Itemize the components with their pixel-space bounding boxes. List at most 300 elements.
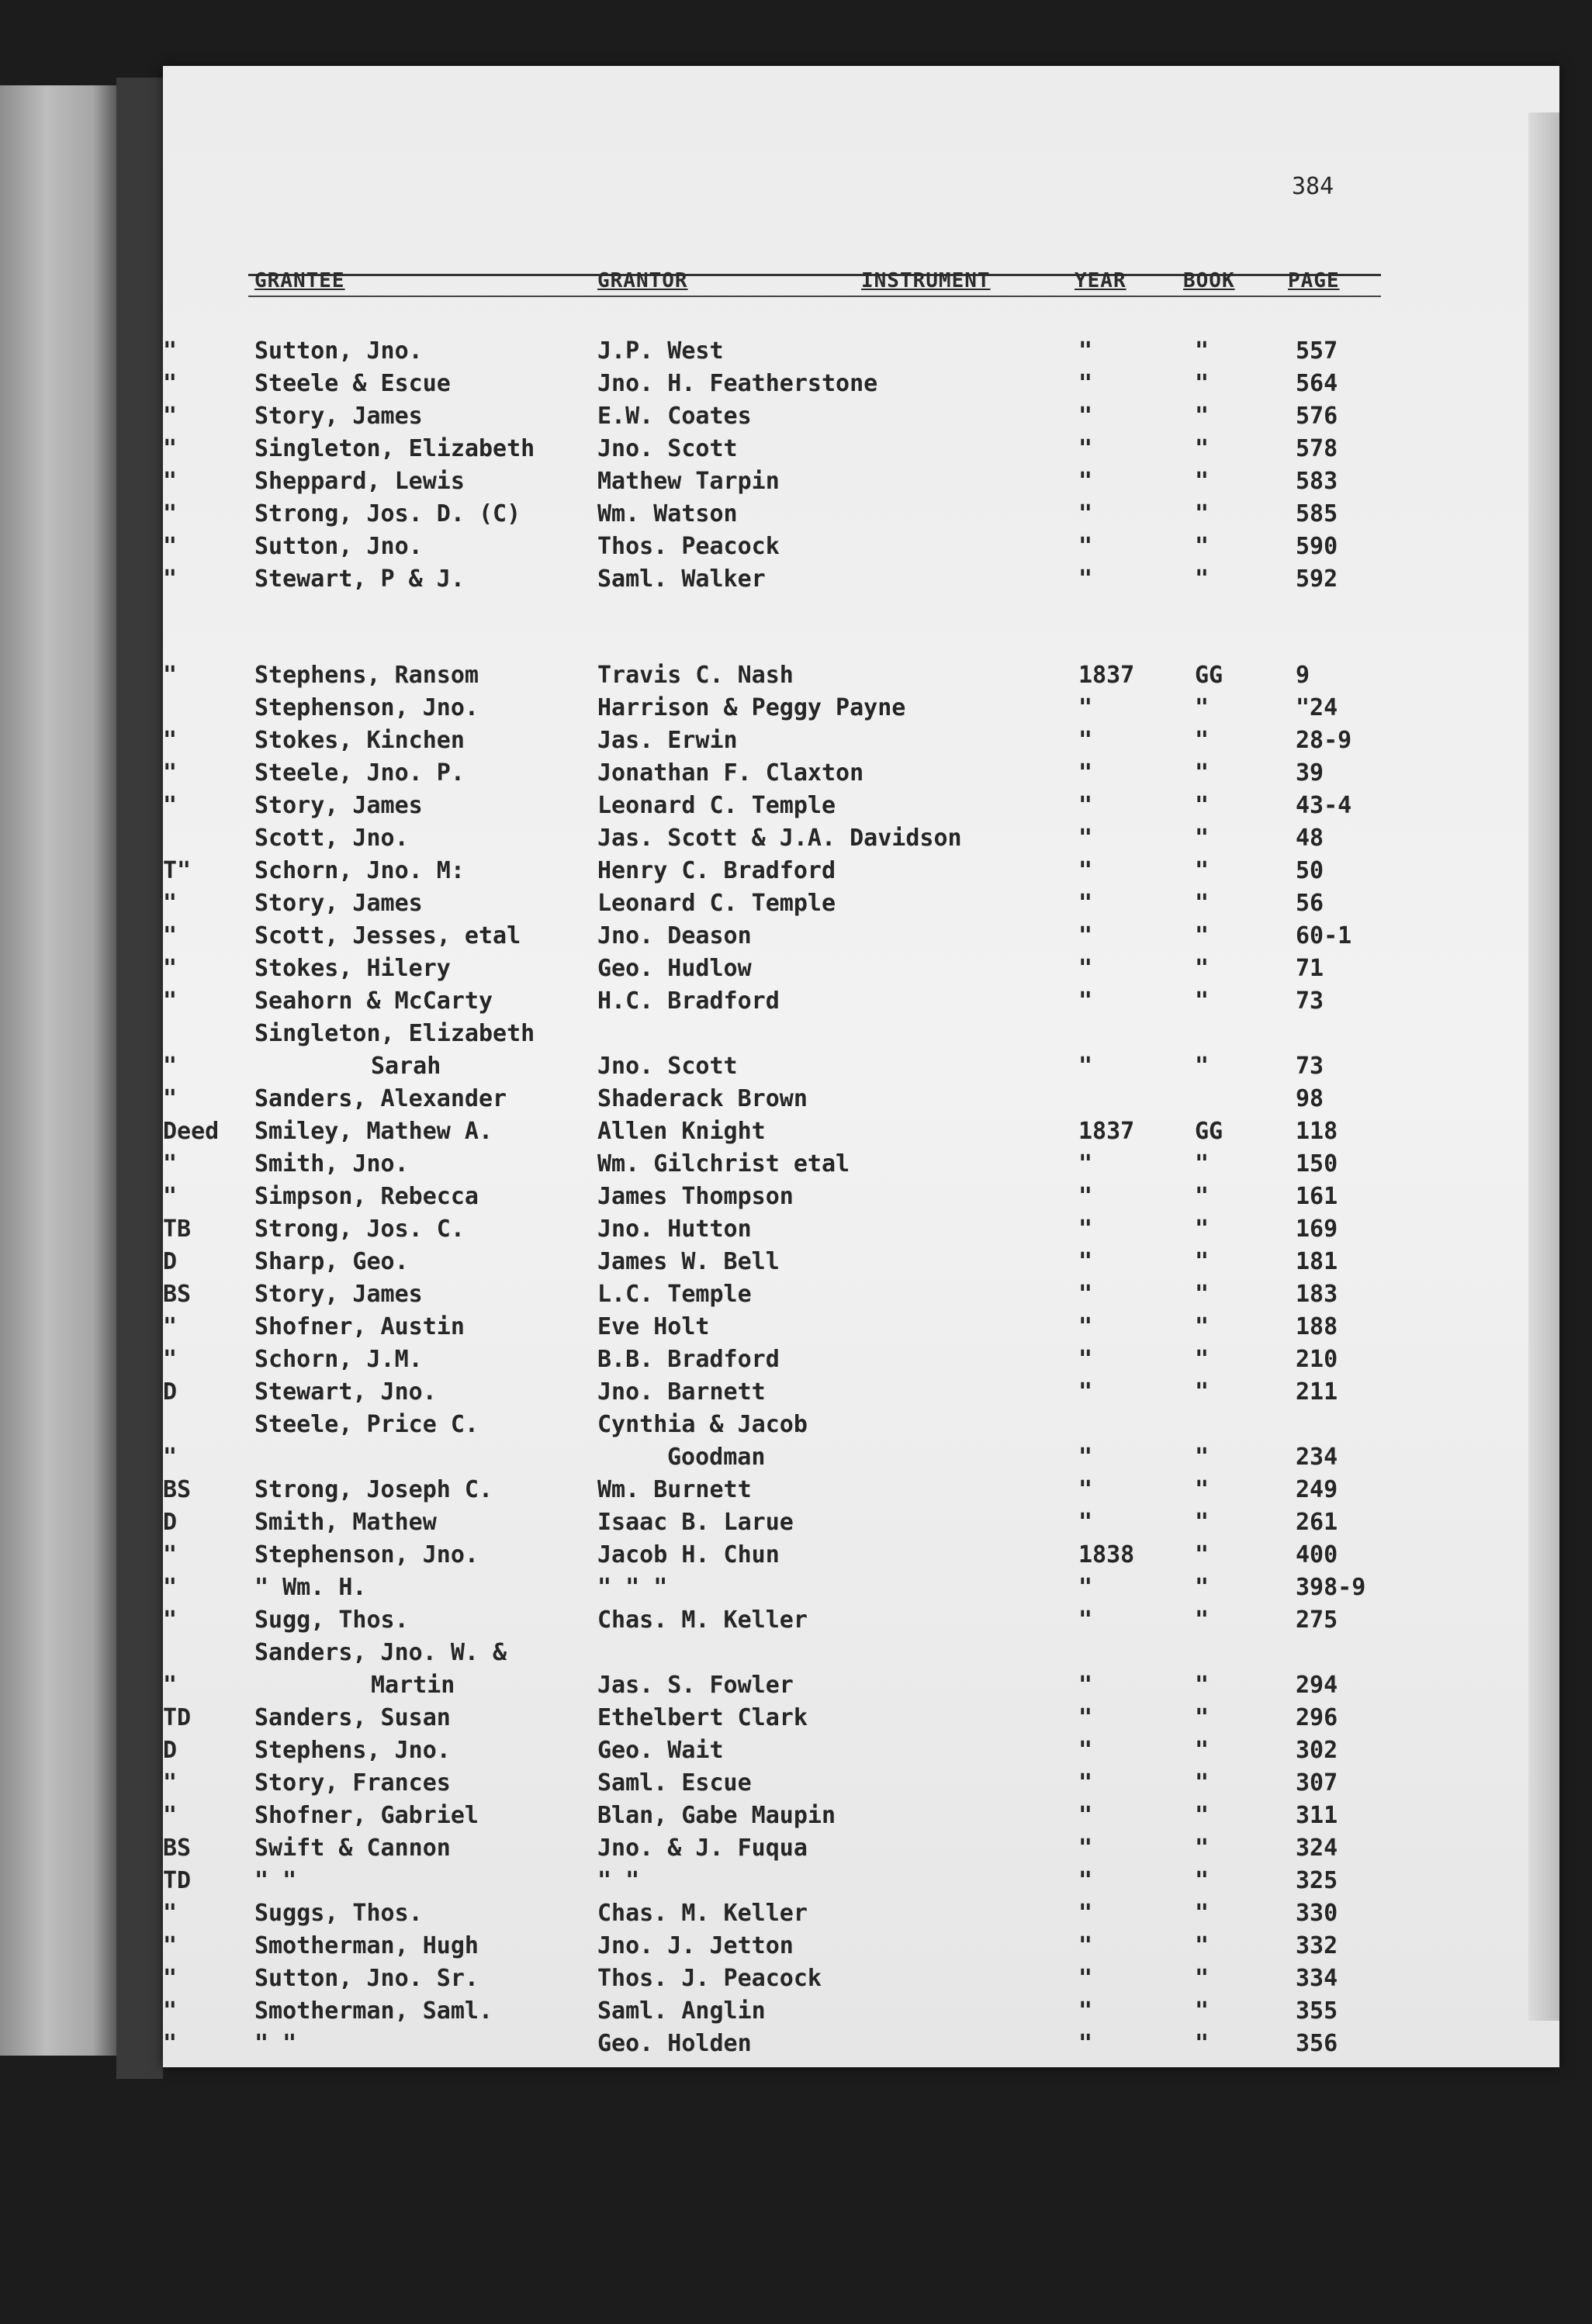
table-row (163, 1346, 1559, 1377)
cell-instrument: " (163, 1444, 178, 1471)
cell-instrument: " (163, 955, 178, 982)
table-row (163, 1639, 1559, 1670)
cell-book: " (1195, 1704, 1210, 1731)
cell-book: " (1195, 890, 1210, 917)
cell-grantor: Goodman (667, 1444, 766, 1471)
cell-page: 249 (1296, 1476, 1338, 1503)
cell-page: 39 (1296, 759, 1324, 787)
cell-grantee: Steele, Jno. P. (254, 759, 465, 787)
cell-grantor: Ethelbert Clark (597, 1704, 808, 1731)
cell-year: " (1078, 1313, 1093, 1340)
cell-instrument: " (163, 1085, 178, 1112)
cell-year: " (1078, 1574, 1093, 1601)
cell-year: " (1078, 1150, 1093, 1178)
cell-instrument: " (163, 1150, 178, 1178)
cell-year: " (1078, 337, 1093, 365)
cell-grantee: Stewart, Jno. (254, 1378, 437, 1406)
cell-year: " (1078, 1281, 1093, 1308)
cell-book: " (1195, 1574, 1210, 1601)
cell-page: 211 (1296, 1378, 1338, 1406)
cell-page: 60-1 (1296, 922, 1352, 949)
cell-instrument: " (163, 792, 178, 819)
table-row (163, 922, 1559, 953)
cell-instrument: " (163, 1769, 178, 1797)
table-row (163, 1476, 1559, 1507)
cell-year: " (1078, 727, 1093, 754)
cell-instrument: BS (163, 1281, 192, 1308)
cell-grantor: Harrison & Peggy Payne (597, 694, 906, 721)
table-row (163, 1704, 1559, 1735)
cell-book: " (1195, 1509, 1210, 1536)
cell-grantee: " " (254, 2030, 297, 2057)
cell-page: 334 (1296, 1965, 1338, 1992)
cell-grantor: Wm. Watson (597, 500, 738, 527)
cell-page: 56 (1296, 890, 1324, 917)
cell-instrument: " (163, 468, 178, 495)
cell-grantor: Thos. Peacock (597, 533, 780, 560)
cell-grantor: Eve Holt (597, 1313, 710, 1340)
cell-year: " (1078, 370, 1093, 397)
cell-grantee: Schorn, Jno. M: (254, 857, 465, 884)
cell-year: " (1078, 1997, 1093, 2025)
cell-grantor: Leonard C. Temple (597, 792, 836, 819)
cell-page: 355 (1296, 1997, 1338, 2025)
cell-grantee: Smotherman, Saml. (254, 1997, 493, 2025)
cell-page: 578 (1296, 435, 1338, 462)
cell-page: 302 (1296, 1737, 1338, 1764)
cell-book: " (1195, 1313, 1210, 1340)
cell-grantor: Chas. M. Keller (597, 1900, 808, 1927)
cell-year: " (1078, 694, 1093, 721)
cell-year: " (1078, 1053, 1093, 1080)
table-row (163, 955, 1559, 986)
cell-page: 585 (1296, 500, 1338, 527)
cell-book: " (1195, 1737, 1210, 1764)
cell-grantee: Sugg, Thos. (254, 1606, 409, 1634)
cell-page: 188 (1296, 1313, 1338, 1340)
cell-year: " (1078, 1769, 1093, 1797)
cell-instrument: " (163, 2030, 178, 2057)
cell-instrument: " (163, 370, 178, 397)
cell-year: " (1078, 1346, 1093, 1373)
table-row (163, 662, 1559, 693)
cell-instrument: D (163, 1378, 178, 1406)
cell-year: " (1078, 792, 1093, 819)
cell-instrument: " (163, 1932, 178, 1959)
cell-book: " (1195, 759, 1210, 787)
cell-page: 296 (1296, 1704, 1338, 1731)
cell-instrument: TB (163, 1216, 192, 1243)
table-row (163, 565, 1559, 597)
cell-grantor: Wm. Burnett (597, 1476, 752, 1503)
cell-grantee: Shofner, Austin (254, 1313, 465, 1340)
cell-page: 50 (1296, 857, 1324, 884)
cell-grantee: Stephens, Ransom (254, 662, 479, 689)
cell-year: " (1078, 1704, 1093, 1731)
cell-year: " (1078, 533, 1093, 560)
cell-book: " (1195, 1672, 1210, 1699)
cell-grantor: Cynthia & Jacob (597, 1411, 808, 1438)
cell-year: " (1078, 435, 1093, 462)
cell-grantor: Jas. Erwin (597, 727, 738, 754)
table-row (163, 987, 1559, 1018)
cell-grantor: Saml. Walker (597, 565, 766, 593)
cell-grantee: Sutton, Jno. (254, 533, 423, 560)
table-row (163, 2030, 1559, 2061)
cell-grantee: Suggs, Thos. (254, 1900, 423, 1927)
cell-book: " (1195, 1932, 1210, 1959)
cell-grantor: Jno. Deason (597, 922, 752, 949)
table-row (163, 792, 1559, 823)
cell-grantee: Scott, Jno. (254, 825, 409, 852)
table-row (163, 1118, 1559, 1149)
cell-book: " (1195, 1606, 1210, 1634)
cell-grantee: Seahorn & McCarty (254, 987, 493, 1015)
table-row (163, 1020, 1559, 1051)
cell-page: "24 (1296, 694, 1338, 721)
cell-year: " (1078, 1802, 1093, 1829)
cell-page: 261 (1296, 1509, 1338, 1536)
cell-year: " (1078, 759, 1093, 787)
cell-grantee: " Wm. H. (254, 1574, 367, 1601)
cell-book: " (1195, 565, 1210, 593)
cell-year: " (1078, 468, 1093, 495)
table-row (163, 825, 1559, 856)
cell-book: " (1195, 857, 1210, 884)
cell-book: " (1195, 1900, 1210, 1927)
cell-grantee: Stephens, Jno. (254, 1737, 451, 1764)
table-row (163, 1737, 1559, 1768)
cell-year: " (1078, 857, 1093, 884)
cell-instrument: " (163, 403, 178, 430)
cell-book: " (1195, 1476, 1210, 1503)
table-row (163, 1965, 1559, 1996)
header-book: BOOK (1183, 269, 1235, 292)
cell-year: " (1078, 403, 1093, 430)
cell-grantee: Smith, Jno. (254, 1150, 409, 1178)
cell-page: 576 (1296, 403, 1338, 430)
cell-year: " (1078, 955, 1093, 982)
cell-page: 71 (1296, 955, 1324, 982)
cell-grantee: Smith, Mathew (254, 1509, 437, 1536)
cell-instrument: " (163, 1997, 178, 2025)
cell-grantor: Allen Knight (597, 1118, 766, 1145)
cell-instrument: " (163, 337, 178, 365)
table-row (163, 1900, 1559, 1931)
cell-grantor: Jno. Scott (597, 1053, 738, 1080)
cell-grantee: " " (254, 1867, 297, 1894)
cell-grantee: Strong, Joseph C. (254, 1476, 493, 1503)
cell-page: 564 (1296, 370, 1338, 397)
cell-grantee: Steele & Escue (254, 370, 451, 397)
cell-year: " (1078, 1606, 1093, 1634)
cell-instrument: BS (163, 1835, 192, 1862)
cell-grantee: Story, James (254, 403, 423, 430)
cell-grantor: Mathew Tarpin (597, 468, 780, 495)
cell-instrument: " (163, 759, 178, 787)
cell-grantor: Jno. H. Featherstone (597, 370, 878, 397)
cell-page: 28-9 (1296, 727, 1352, 754)
cell-page: 169 (1296, 1216, 1338, 1243)
table-row (163, 1313, 1559, 1344)
table-row (163, 1053, 1559, 1084)
cell-instrument: " (163, 1672, 178, 1699)
cell-page: 43-4 (1296, 792, 1352, 819)
cell-instrument: " (163, 1541, 178, 1568)
cell-grantor: Geo. Wait (597, 1737, 724, 1764)
cell-instrument: " (163, 890, 178, 917)
table-row (163, 1183, 1559, 1214)
cell-grantor: Jno. J. Jetton (597, 1932, 794, 1959)
cell-book: " (1195, 1541, 1210, 1568)
cell-grantee: Smiley, Mathew A. (254, 1118, 493, 1145)
table-row (163, 1997, 1559, 2028)
cell-grantee: Sheppard, Lewis (254, 468, 465, 495)
cell-book: " (1195, 825, 1210, 852)
cell-instrument: TD (163, 1704, 192, 1731)
cell-grantee: Sanders, Alexander (254, 1085, 507, 1112)
table-row (163, 403, 1559, 434)
cell-grantee: Story, Frances (254, 1769, 451, 1797)
cell-book: " (1195, 1378, 1210, 1406)
table-row (163, 1411, 1559, 1442)
cell-grantor: Geo. Holden (597, 2030, 752, 2057)
cell-grantee: Sharp, Geo. (254, 1248, 409, 1275)
header-year: YEAR (1075, 269, 1127, 292)
cell-year: " (1078, 1509, 1093, 1536)
cell-page: 234 (1296, 1444, 1338, 1471)
cell-year: " (1078, 2030, 1093, 2057)
cell-page: 311 (1296, 1802, 1338, 1829)
cell-grantee: Sutton, Jno. Sr. (254, 1965, 479, 1992)
cell-instrument: " (163, 727, 178, 754)
cell-year: " (1078, 890, 1093, 917)
table-row (163, 1281, 1559, 1312)
cell-year: " (1078, 1867, 1093, 1894)
cell-page: 307 (1296, 1769, 1338, 1797)
cell-instrument: " (163, 1313, 178, 1340)
cell-page: 181 (1296, 1248, 1338, 1275)
cell-grantee: Smotherman, Hugh (254, 1932, 479, 1959)
cell-page: 398-9 (1296, 1574, 1366, 1601)
cell-book: " (1195, 403, 1210, 430)
table-row (163, 1574, 1559, 1605)
cell-book: " (1195, 1444, 1210, 1471)
cell-year: " (1078, 1378, 1093, 1406)
cell-book: " (1195, 468, 1210, 495)
cell-year: " (1078, 1835, 1093, 1862)
cell-page: 325 (1296, 1867, 1338, 1894)
table-row (163, 1541, 1559, 1572)
cell-instrument: Deed (163, 1118, 220, 1145)
cell-grantee: Story, James (254, 1281, 423, 1308)
cell-instrument: " (163, 1053, 178, 1080)
cell-grantee: Shofner, Gabriel (254, 1802, 479, 1829)
cell-book: " (1195, 2030, 1210, 2057)
deed-index-table (163, 66, 1559, 2067)
table-row (163, 337, 1559, 368)
table-row (163, 1150, 1559, 1181)
cell-year: " (1078, 987, 1093, 1015)
cell-instrument: " (163, 1346, 178, 1373)
table-row (163, 1378, 1559, 1409)
table-row (163, 1867, 1559, 1898)
cell-year: " (1078, 1672, 1093, 1699)
header-instrument: INSTRUMENT (861, 269, 991, 292)
cell-year: " (1078, 1476, 1093, 1503)
page-number: 384 (1292, 173, 1334, 200)
table-row (163, 857, 1559, 888)
cell-grantee: Steele, Price C. (254, 1411, 479, 1438)
cell-grantee: Story, James (254, 792, 423, 819)
cell-grantor: E.W. Coates (597, 403, 752, 430)
cell-book: " (1195, 922, 1210, 949)
table-row (163, 759, 1559, 790)
cell-instrument: BS (163, 1476, 192, 1503)
cell-instrument: " (163, 1183, 178, 1210)
cell-grantor: James Thompson (597, 1183, 794, 1210)
table-row (163, 1216, 1559, 1247)
cell-grantor: Jno. Hutton (597, 1216, 752, 1243)
cell-grantee: Singleton, Elizabeth (254, 1020, 535, 1047)
cell-instrument: " (163, 1606, 178, 1634)
cell-instrument: D (163, 1509, 178, 1536)
cell-year: " (1078, 1737, 1093, 1764)
table-row (163, 435, 1559, 466)
cell-year: " (1078, 1183, 1093, 1210)
cell-book: " (1195, 1802, 1210, 1829)
cell-year: " (1078, 1900, 1093, 1927)
cell-book: " (1195, 727, 1210, 754)
cell-instrument: T" (163, 857, 192, 884)
document-page (163, 66, 1559, 2067)
cell-book: " (1195, 1769, 1210, 1797)
table-row (163, 1672, 1559, 1703)
cell-grantor: Henry C. Bradford (597, 857, 836, 884)
cell-page: 48 (1296, 825, 1324, 852)
cell-page: 73 (1296, 987, 1324, 1015)
cell-book: " (1195, 694, 1210, 721)
cell-page: 356 (1296, 2030, 1338, 2057)
cell-instrument: " (163, 987, 178, 1015)
cell-book: " (1195, 1867, 1210, 1894)
cell-book: " (1195, 1281, 1210, 1308)
cell-book: " (1195, 955, 1210, 982)
cell-grantee: Scott, Jesses, etal (254, 922, 521, 949)
cell-grantee: Story, James (254, 890, 423, 917)
cell-year: " (1078, 825, 1093, 852)
cell-grantor: Jno. & J. Fuqua (597, 1835, 808, 1862)
cell-book: " (1195, 1183, 1210, 1210)
table-row (163, 694, 1559, 725)
cell-grantor: H.C. Bradford (597, 987, 780, 1015)
adjacent-page (0, 85, 116, 2056)
cell-book: GG (1195, 662, 1223, 689)
cell-grantee: Stewart, P & J. (254, 565, 465, 593)
cell-instrument: " (163, 435, 178, 462)
cell-book: " (1195, 1216, 1210, 1243)
cell-book: " (1195, 1835, 1210, 1862)
cell-grantor: Jas. Scott & J.A. Davidson (597, 825, 962, 852)
cell-book: " (1195, 435, 1210, 462)
cell-grantor: Travis C. Nash (597, 662, 794, 689)
table-row (163, 1932, 1559, 1963)
cell-grantee: Stephenson, Jno. (254, 694, 479, 721)
table-row (163, 500, 1559, 531)
header-grantee: GRANTEE (254, 269, 345, 292)
cell-grantor: Jno. Scott (597, 435, 738, 462)
cell-year: 1837 (1078, 662, 1135, 689)
cell-grantor: Jno. Barnett (597, 1378, 766, 1406)
cell-page: 98 (1296, 1085, 1324, 1112)
cell-year: 1837 (1078, 1118, 1135, 1145)
table-row (163, 727, 1559, 758)
cell-instrument: TD (163, 1867, 192, 1894)
cell-year: " (1078, 1932, 1093, 1959)
cell-year: 1838 (1078, 1541, 1135, 1568)
cell-page: 150 (1296, 1150, 1338, 1178)
cell-instrument: D (163, 1248, 178, 1275)
cell-grantor: Saml. Escue (597, 1769, 752, 1797)
cell-grantor: B.B. Bradford (597, 1346, 780, 1373)
cell-book: " (1195, 1346, 1210, 1373)
cell-grantee: Stephenson, Jno. (254, 1541, 479, 1568)
cell-grantor: Isaac B. Larue (597, 1509, 794, 1536)
cell-grantee: Simpson, Rebecca (254, 1183, 479, 1210)
cell-grantor: Saml. Anglin (597, 1997, 766, 2025)
table-row (163, 533, 1559, 564)
cell-book: " (1195, 792, 1210, 819)
cell-grantee: Martin (371, 1672, 455, 1699)
cell-grantor: J.P. West (597, 337, 724, 365)
cell-instrument: " (163, 662, 178, 689)
cell-grantor: L.C. Temple (597, 1281, 752, 1308)
cell-grantor: Thos. J. Peacock (597, 1965, 822, 1992)
cell-page: 330 (1296, 1900, 1338, 1927)
cell-year: " (1078, 922, 1093, 949)
cell-book: " (1195, 337, 1210, 365)
cell-book: GG (1195, 1118, 1223, 1145)
cell-page: 73 (1296, 1053, 1324, 1080)
cell-page: 592 (1296, 565, 1338, 593)
cell-page: 583 (1296, 468, 1338, 495)
header-page: PAGE (1288, 269, 1340, 292)
cell-grantor: Chas. M. Keller (597, 1606, 808, 1634)
cell-year: " (1078, 1248, 1093, 1275)
cell-grantor: Jonathan F. Claxton (597, 759, 864, 787)
table-row (163, 1802, 1559, 1833)
cell-grantee: Strong, Jos. C. (254, 1216, 465, 1243)
binding-gutter (116, 78, 163, 2079)
cell-instrument: D (163, 1737, 178, 1764)
cell-instrument: " (163, 1574, 178, 1601)
cell-year: " (1078, 500, 1093, 527)
cell-grantee: Sarah (371, 1053, 441, 1080)
cell-year: " (1078, 1216, 1093, 1243)
cell-book: " (1195, 1965, 1210, 1992)
cell-grantee: Sutton, Jno. (254, 337, 423, 365)
cell-year: " (1078, 1444, 1093, 1471)
cell-grantee: Sanders, Susan (254, 1704, 451, 1731)
cell-instrument: " (163, 1900, 178, 1927)
cell-grantor: " " (597, 1867, 640, 1894)
cell-book: " (1195, 1997, 1210, 2025)
cell-grantor: Jas. S. Fowler (597, 1672, 794, 1699)
cell-instrument: " (163, 500, 178, 527)
cell-book: " (1195, 1248, 1210, 1275)
cell-grantee: Schorn, J.M. (254, 1346, 423, 1373)
cell-instrument: " (163, 1965, 178, 1992)
